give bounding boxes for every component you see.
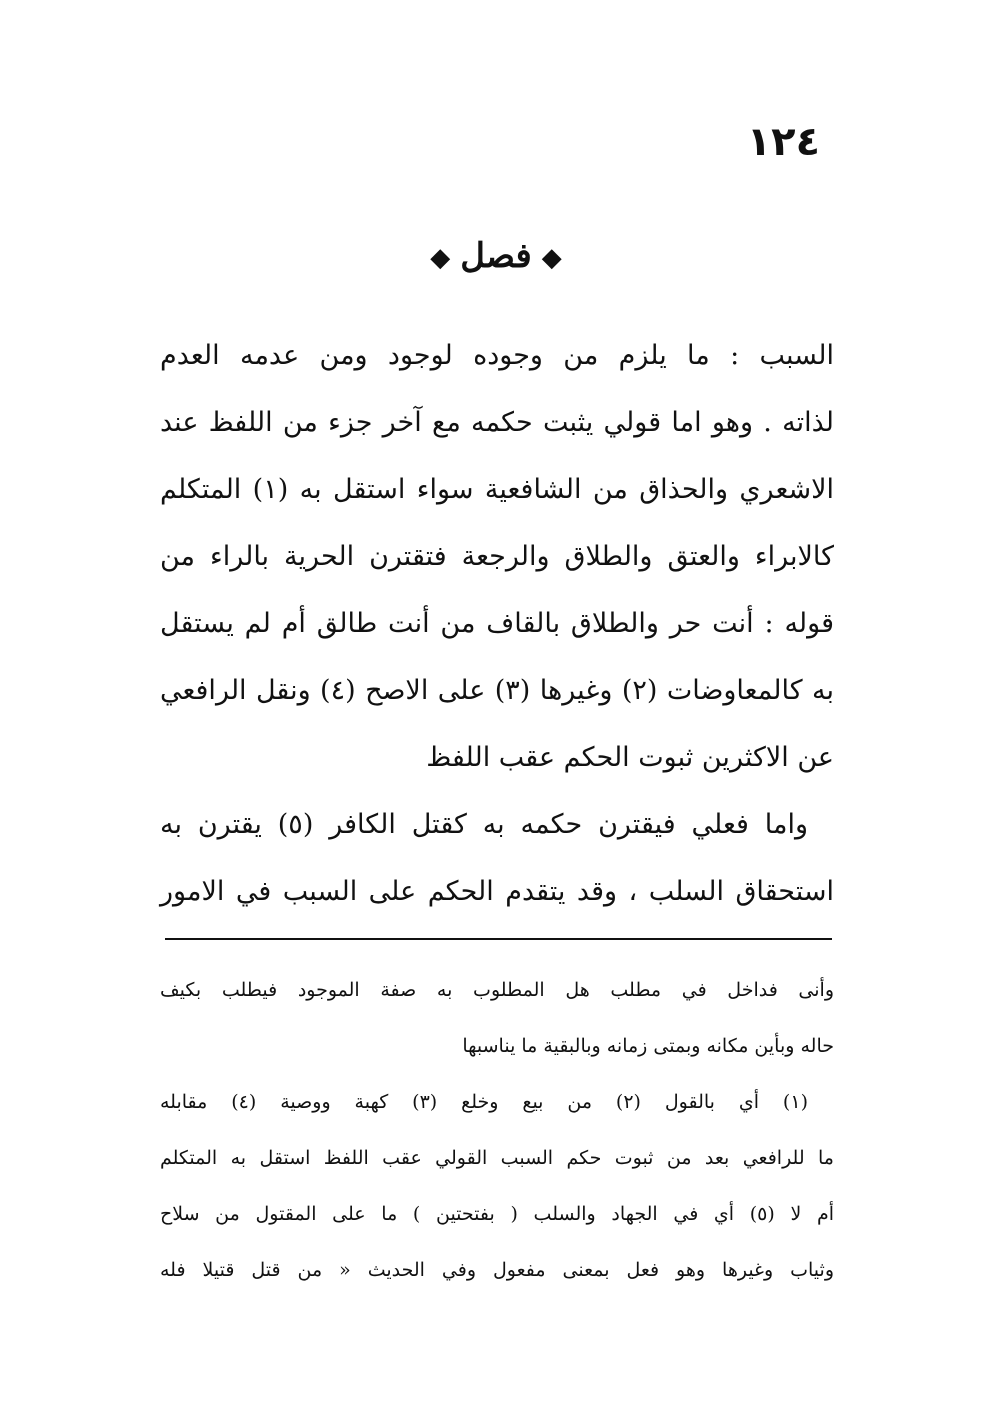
main-text	[160, 322, 834, 925]
main-text-line: عن الاكثرين ثبوت الحكم عقب اللفظ	[426, 742, 834, 773]
footnote-line: أم لا (٥) أي في الجهاد والسلب ( بفتحتين ) ما على المقتول من سلاح	[160, 1203, 835, 1225]
footnote-line: (١) أي بالقول (٢) من بيع وخلع (٣) كهبة ووصية (٤) مقابله	[160, 1091, 808, 1113]
main-text-line: كالابراء والعتق والطلاق والرجعة فتقترن الحرية بالراء من	[160, 541, 834, 572]
footnote-line: ما للرافعي بعد من ثبوت حكم السبب القولي عقب اللفظ استقل به المتكلم	[160, 1147, 834, 1169]
main-text-line: قوله : أنت حر والطلاق بالقاف من أنت طالق أم لم يستقل	[160, 608, 834, 639]
section-heading	[0, 232, 992, 282]
page-number: ١٢٤	[746, 119, 820, 165]
footnote-line: وثياب وغيرها وهو فعل بمعنى مفعول وفي الحديث « من قتل قتيلا فله	[160, 1259, 834, 1281]
main-text-line: لذاته . وهو اما قولي يثبت حكمه مع آخر جزء من اللفظ عند	[160, 407, 834, 438]
main-text-line: به كالمعاوضات (٢) وغيرها (٣) على الاصح (٤) ونقل الرافعي	[160, 675, 835, 706]
main-text-line: الاشعري والحذاق من الشافعية سواء استقل به (١) المتكلم	[160, 474, 835, 505]
footnote-line: وأنى فداخل في مطلب هل المطلوب به صفة الموجود فيطلب بكيف	[160, 979, 834, 1001]
main-text-line: السبب : ما يلزم من وجوده لوجود ومن عدمه العدم	[160, 340, 834, 371]
main-text-line: استحقاق السلب ، وقد يتقدم الحكم على السبب في الامور	[160, 876, 834, 907]
heading-title: فصل	[460, 236, 532, 276]
ornament-right-icon: ◆	[541, 243, 562, 273]
footnotes	[160, 962, 834, 1298]
ornament-left-icon: ◆	[430, 243, 451, 273]
main-text-line: واما فعلي فيقترن حكمه به كقتل الكافر (٥) يقترن به	[160, 809, 808, 840]
footnote-separator	[165, 938, 832, 940]
footnote-line: حاله وبأين مكانه وبمتى زمانه وبالبقية ما يناسبها	[462, 1035, 834, 1057]
